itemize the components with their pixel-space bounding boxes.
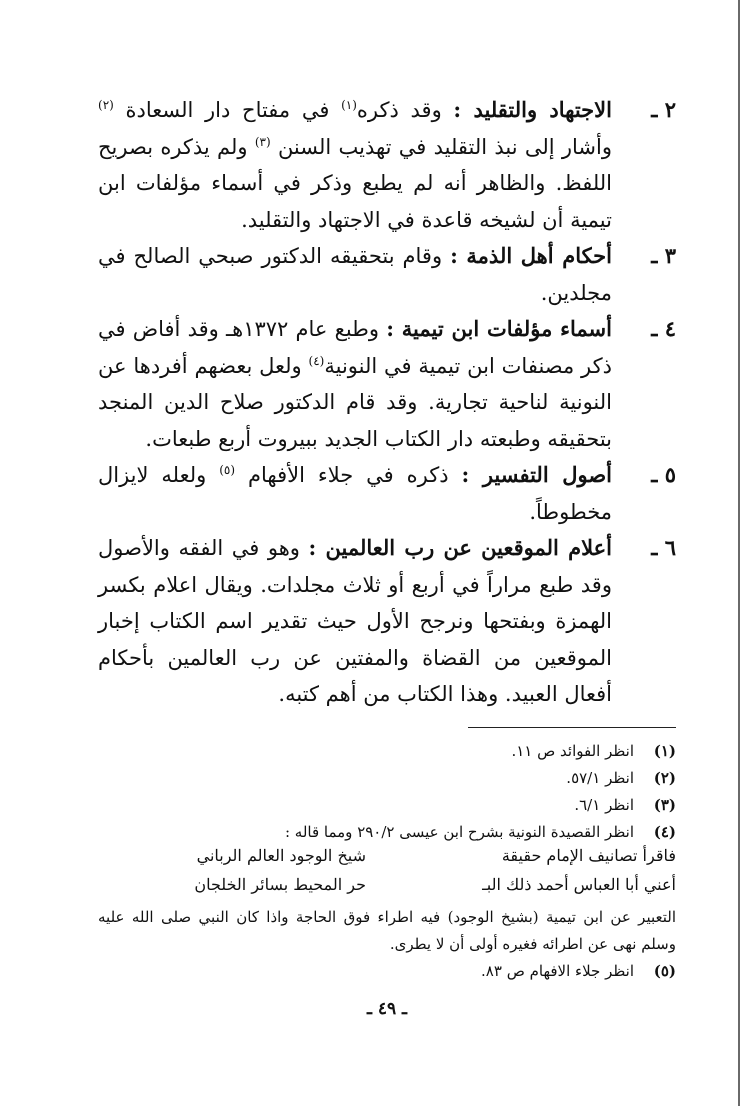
footnote-ref[interactable]: (٥) bbox=[219, 463, 236, 477]
item-text: ولم يذكره بصريح اللفظ. والظاهر أنه لم يطبع وذكر في أسماء مؤلفات ابن تيمية أن لشيخه قاعدة في الاجتهاد والتقليد. bbox=[98, 134, 612, 232]
verse-second-hemistich: شيخ الوجود العالم الرباني bbox=[196, 845, 366, 865]
footnote-ref[interactable]: (٤) bbox=[308, 353, 325, 368]
item-number: ٢ ـ bbox=[651, 97, 676, 122]
item-text: ذكره في جلاء الأفهام bbox=[235, 463, 449, 487]
footnote-1 bbox=[98, 738, 676, 765]
item-term: أعلام الموقعين عن رب العالمين : bbox=[308, 535, 612, 560]
footnote-ref[interactable]: (٢) bbox=[98, 98, 114, 112]
page-number: ـ ٤٩ ـ bbox=[366, 998, 408, 1019]
verse-first-hemistich: أعني أبا العباس أحمد ذلك البـ bbox=[482, 874, 676, 894]
footnote-number: (٢) bbox=[653, 768, 676, 787]
item-term: أصول التفسير : bbox=[461, 462, 612, 487]
footnote-text: انظر القصيدة النونية بشرح ابن عيسى ٢٩٠/٢ ومما قاله : bbox=[284, 822, 634, 841]
poem-verse bbox=[98, 846, 676, 875]
item-number: ٥ ـ bbox=[651, 462, 676, 487]
page-content bbox=[98, 92, 676, 1019]
verse-second-hemistich: حر المحيط بسائر الخلجان bbox=[194, 874, 366, 894]
item-term: أسماء مؤلفات ابن تيمية : bbox=[386, 316, 612, 341]
item-number: ٤ ـ bbox=[651, 316, 676, 341]
footnote-text: انظر ٦/١. bbox=[574, 795, 634, 814]
footnote-text: انظر جلاء الافهام ص ٨٣. bbox=[481, 961, 634, 980]
item-text: وطبع عام ١٣٧٢هـ وقد أفاض في ذكر مصنفات ابن تيمية في النونية bbox=[98, 317, 612, 378]
page-edge-line bbox=[738, 0, 740, 1106]
item-term: الاجتهاد والتقليد : bbox=[453, 97, 612, 122]
footnote-4-note: التعبير عن ابن تيمية (بشيخ الوجود) فيه اطراء فوق الحاجة واذا كان النبي صلى الله عليه وسلم نهى عن اطرائه فغيره أولى أن لا يطرى. bbox=[98, 907, 676, 953]
footnote-number: (٥) bbox=[653, 961, 676, 980]
footnote-2 bbox=[98, 765, 676, 792]
item-4 bbox=[98, 311, 676, 457]
footnote-number: (٣) bbox=[653, 795, 676, 814]
item-term: أحكام أهل الذمة : bbox=[450, 243, 613, 268]
item-number: ٦ ـ bbox=[651, 535, 676, 560]
item-6 bbox=[98, 530, 676, 713]
item-text: ولعل بعضهم أفردها عن النونية لناحية تجارية. وقد قام الدكتور صلاح الدين المنجد بتحقيقه وطبعته دار الكتاب الجديد ببيروت أربع طبعات. bbox=[98, 353, 612, 451]
item-3 bbox=[98, 238, 676, 311]
footnote-number: (٤) bbox=[653, 822, 676, 841]
footnote-ref[interactable]: (٣) bbox=[254, 134, 271, 149]
footnote-ref[interactable]: (١) bbox=[341, 98, 357, 112]
footnote-number: (١) bbox=[653, 741, 676, 760]
item-2 bbox=[98, 92, 676, 238]
item-text: ولعله لايزال مخطوطاً. bbox=[98, 463, 612, 524]
footnote-text: انظر الفوائد ص ١١. bbox=[511, 741, 634, 760]
item-number: ٣ ـ bbox=[651, 243, 676, 268]
footnote-3 bbox=[98, 792, 676, 819]
footnote-text: انظر ٥٧/١. bbox=[566, 768, 634, 787]
poem-verse bbox=[98, 875, 676, 904]
item-text: وقد ذكره bbox=[356, 98, 442, 122]
footnote-divider bbox=[468, 727, 676, 728]
item-5 bbox=[98, 457, 676, 530]
item-text: وهو في الفقه والأصول وقد طبع مراراً في أربع أو ثلاث مجلدات. ويقال اعلام بكسر الهمزة وبفتحها ونرجح الأول حيث تقدير اسم الكتاب إخبار الموقعين من القضاة والمفتين عن رب العالمين بأحكام أفعال العبيد. وهذا الكتاب من أهم كتبه. bbox=[98, 536, 612, 706]
item-text: وقام بتحقيقه الدكتور صبحي الصالح في مجلدين. bbox=[98, 244, 612, 305]
verse-first-hemistich: فاقرأ تصانيف الإمام حقيقة bbox=[501, 845, 676, 865]
item-text: وأشار إلى نبذ التقليد في تهذيب السنن bbox=[270, 134, 612, 159]
footnote-4 bbox=[98, 819, 676, 846]
item-text: في مفتاح دار السعادة bbox=[113, 98, 342, 122]
footnote-5 bbox=[98, 958, 676, 985]
